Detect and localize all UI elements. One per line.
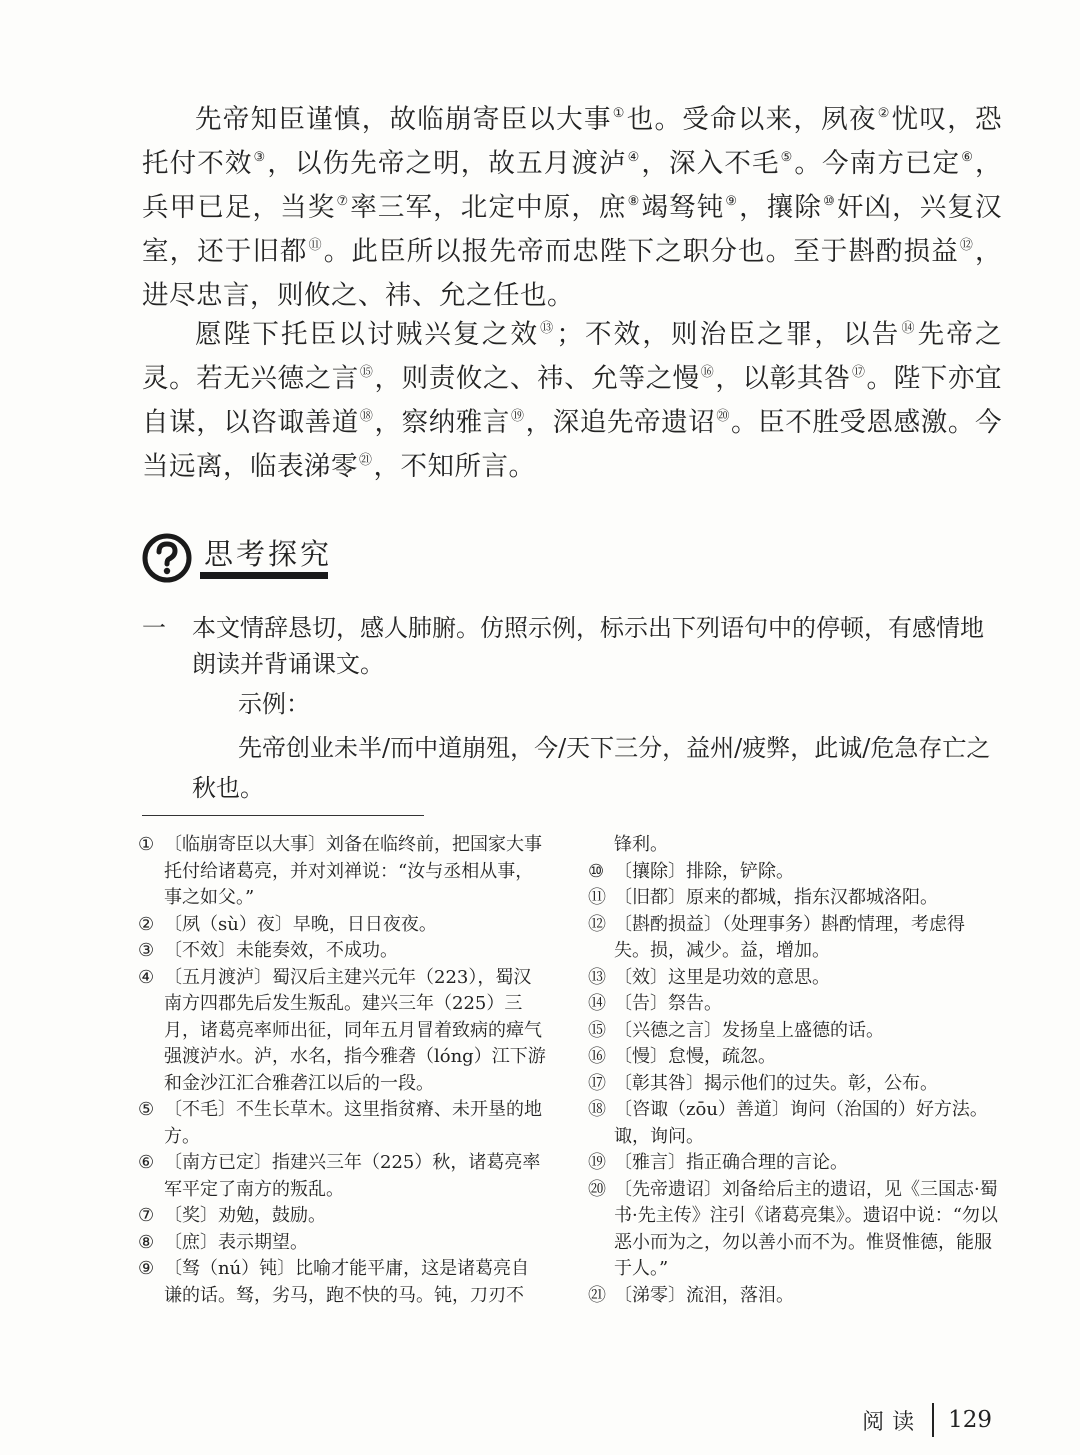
footnote-item: [138, 1256, 546, 1309]
text-segment: 。臣不胜受恩感激。今当远离，临表涕零: [142, 407, 1002, 482]
footnote-item: [588, 1044, 998, 1071]
footnote-number: ⑩: [588, 860, 605, 882]
footer-divider: [932, 1403, 934, 1437]
footnote-number: ⑱: [588, 1099, 606, 1120]
footnote-number: ⑬: [588, 966, 606, 988]
text-segment: ，以伤先帝之明，故五月渡泸: [267, 148, 627, 179]
page-number: 129: [948, 1407, 992, 1433]
exercise-number: 一: [142, 614, 166, 642]
footnote-item: [138, 1203, 546, 1230]
text-segment: 。此臣所以报先帝而忠陛下之职分也。至于斟酌损益: [323, 236, 959, 267]
footnote-text: 〔夙（sù）夜〕早晚，日日夜夜。: [164, 913, 437, 935]
footnote-divider: [142, 815, 424, 816]
footnote-text: 〔奖〕劝勉，鼓励。: [164, 1205, 326, 1226]
footnote-marker: ⑤: [780, 150, 794, 165]
exercise-text: 本文情辞恳切，感人肺腑。仿照示例，标示出下列语句中的停顿，有感情地朗读并背诵课文。: [192, 614, 984, 678]
footnote-marker: ⑱: [359, 409, 374, 424]
footnote-number: ⑫: [588, 913, 606, 935]
text-segment: 愿陛下托臣以讨贼兴复之效: [195, 319, 540, 350]
footnote-text: 〔攘除〕排除，铲除。: [614, 860, 794, 882]
footnote-number: ⑮: [588, 1019, 606, 1041]
footnote-marker: ⑬: [540, 321, 556, 336]
text-segment: ，进尽忠言，则攸之、祎、允之任也。: [142, 236, 1002, 311]
footnote-item: [588, 1018, 998, 1045]
title-underline: [200, 572, 328, 579]
footnote-marker: ⑰: [851, 365, 866, 380]
footnote-marker: ⑳: [716, 409, 731, 424]
footnote-text: 〔斟酌损益〕（处理事务）斟酌情理，考虑得失。损，减少。益，增加。: [614, 913, 965, 961]
footnote-number: ㉑: [588, 1284, 606, 1306]
text-segment: ，不知所言。: [373, 451, 536, 482]
footnotes-right-column: [588, 832, 998, 1309]
footnote-text: 〔驽（nú）钝〕比喻才能平庸，这是诸葛亮自谦的话。驽，劣马，跑不快的马。钝，刀刃不: [164, 1258, 530, 1306]
footnote-marker: ⑦: [336, 194, 350, 209]
footnote-item: [138, 965, 546, 1098]
footnote-number: ⑰: [588, 1072, 606, 1094]
footnotes-left-column: [138, 832, 546, 1309]
footnote-marker: ⑮: [359, 365, 374, 380]
footnote-marker: ㉑: [359, 453, 373, 468]
footnote-marker: ②: [877, 106, 891, 121]
footnote-marker: ⑩: [823, 194, 836, 209]
text-segment: ，兵甲已足，当奖: [142, 148, 1003, 223]
example-label: 示例：: [238, 690, 310, 718]
footnote-marker: ⑥: [961, 150, 975, 165]
footnote-item: [138, 1150, 546, 1203]
footnote-item: [588, 912, 998, 965]
footnote-text: 〔告〕祭告。: [614, 993, 722, 1014]
text-segment: 忧叹，恐托付不效: [142, 104, 1003, 179]
footnote-number: ④: [138, 966, 155, 988]
footnote-item: [588, 965, 998, 992]
text-segment: 竭驽钝: [641, 192, 725, 223]
footnote-number: ⑯: [588, 1046, 606, 1067]
footnote-item: [588, 1283, 998, 1310]
text-segment: 率三军，北定中原，庶: [350, 192, 627, 223]
footnote-item: [138, 912, 546, 939]
footnote-text: 〔不效〕未能奏效，不成功。: [164, 940, 398, 961]
text-segment: ，以彰其咎: [715, 363, 851, 394]
footnote-item: [588, 1071, 998, 1098]
footnote-text: 〔兴德之言〕发扬皇上盛德的话。: [614, 1019, 884, 1041]
footnote-text: 〔南方已定〕指建兴三年（225）秋，诸葛亮率军平定了南方的叛乱。: [164, 1152, 541, 1200]
footnote-text: 〔涕零〕流泪，落泪。: [614, 1284, 794, 1306]
footnote-marker: ①: [612, 106, 626, 121]
footnote-item: [138, 1097, 546, 1150]
footnote-item: [138, 832, 546, 912]
footnote-text: 〔效〕这里是功效的意思。: [614, 966, 830, 988]
footnote-item: [588, 1177, 998, 1283]
paragraph-1: [142, 100, 1002, 315]
text-segment: 也。受命以来，夙夜: [626, 104, 877, 135]
footnote-text: 〔五月渡泸〕蜀汉后主建兴元年（223），蜀汉南方四郡先后发生叛乱。建兴三年（225）三月，诸葛亮率师出征，同年五月冒着致病的瘴气强渡泸水。泸，水名，指今雅砻（lóng）江下游和金沙江汇合雅砻江以后的一段。: [164, 966, 546, 1094]
footnote-text: 〔咨诹（zōu）善道〕询问（治国的）好方法。诹，询问。: [614, 1099, 988, 1147]
text-segment: 奸凶，兴复汉室，还于旧都: [142, 192, 1003, 267]
footnote-marker: ④: [627, 150, 641, 165]
footnote-text: 〔雅言〕指正确合理的言论。: [614, 1152, 848, 1173]
paragraph-2: [142, 315, 1002, 491]
footnote-text: 〔旧都〕原来的都城，指东汉都城洛阳。: [614, 887, 938, 908]
footnote-text: 〔不毛〕不生长草木。这里指贫瘠、未开垦的地方。: [164, 1099, 542, 1147]
text-segment: ，则责攸之、祎、允等之慢: [374, 363, 700, 394]
footnote-marker: ⑨: [725, 194, 739, 209]
text-segment: ，察纳雅言: [374, 407, 511, 438]
footnote-text: 〔彰其咎〕揭示他们的过失。彰，公布。: [614, 1072, 938, 1094]
footnote-marker: ⑫: [959, 238, 974, 253]
footnote-number: ⑳: [588, 1178, 606, 1200]
footnote-number: ⑦: [138, 1205, 155, 1226]
footnote-marker: ⑲: [511, 409, 525, 424]
exercise-1: [142, 610, 1002, 808]
footnote-item: [138, 938, 546, 965]
page-footer: [862, 1403, 992, 1437]
footnote-marker: ⑧: [627, 194, 641, 209]
footnote-number: ⑧: [138, 1231, 155, 1253]
text-segment: 。今南方已定: [794, 148, 961, 179]
text-segment: ，深追先帝遗诏: [525, 407, 716, 438]
footnote-item: [588, 1150, 998, 1177]
footnote-number: ⑤: [138, 1099, 155, 1120]
text-segment: 先帝知臣谨慎，故临崩寄臣以大事: [195, 104, 612, 135]
footnote-item: [588, 1097, 998, 1150]
text-segment: ；不效，则治臣之罪，以告: [556, 319, 901, 350]
footnote-number: ①: [138, 834, 155, 855]
footnote-item: [588, 885, 998, 912]
footnote-marker: ⑭: [901, 321, 917, 336]
question-circle-icon: [142, 533, 192, 583]
footnote-number: ⑲: [588, 1152, 606, 1173]
text-segment: ，深入不毛: [641, 148, 780, 179]
footnote-continuation: 锋利。: [614, 834, 668, 855]
footnote-marker: ⑪: [308, 238, 323, 253]
footnote-text: 〔临崩寄臣以大事〕刘备在临终前，把国家大事托付给诸葛亮，并对刘禅说：“汝与丞相从事，事之如父。”: [164, 834, 542, 908]
footnote-text: 〔庶〕表示期望。: [164, 1231, 308, 1253]
section-name: 阅读: [862, 1409, 923, 1435]
footnote-text: 〔先帝遗诏〕刘备给后主的遗诏，见《三国志·蜀书·先主传》注引《诸葛亮集》。遗诏中说：“勿以恶小而为之，勿以善小而不为。惟贤惟德，能服于人。”: [614, 1178, 998, 1279]
footnote-marker: ③: [253, 150, 267, 165]
footnote-text: 〔慢〕怠慢，疏忽。: [614, 1046, 776, 1067]
text-segment: 先帝之灵。若无兴德之言: [142, 319, 1003, 394]
text-segment: ，攘除: [739, 192, 823, 223]
section-header: [142, 530, 342, 590]
footnote-item: [588, 859, 998, 886]
example-text: 先帝创业未半/而中道崩殂，今/天下三分，益州/疲弊，此诚/危急存亡之秋也。: [192, 734, 991, 802]
footnote-number: ②: [138, 913, 155, 935]
footnote-number: ⑭: [588, 993, 606, 1014]
footnote-number: ⑨: [138, 1258, 155, 1279]
footnote-number: ⑥: [138, 1152, 155, 1173]
footnote-item: [138, 1230, 546, 1257]
text-segment: 。陛下亦宜自谋，以咨诹善道: [142, 363, 1002, 438]
main-text: [142, 100, 1002, 491]
footnote-marker: ⑯: [700, 365, 715, 380]
section-title: 思考探究: [204, 537, 333, 571]
footnote-item: [588, 991, 998, 1018]
footnote-number: ⑪: [588, 887, 606, 908]
footnote-number: ③: [138, 940, 155, 961]
